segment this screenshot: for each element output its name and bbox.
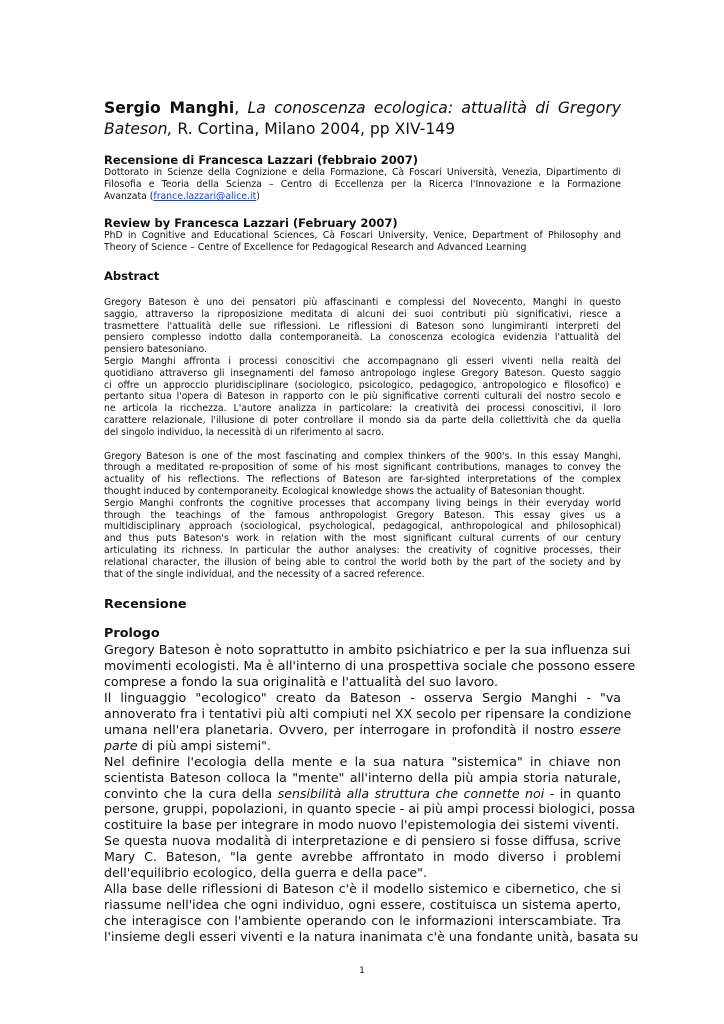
body-line: dell'equilibrio ecologico, della guerra e della pace". xyxy=(104,865,427,881)
prologo-heading: Prologo xyxy=(104,626,160,642)
abstract-line: through the teachings of the famous anthropologist Gregory Bateson. This essay gives us a xyxy=(104,509,621,521)
abstract-line: saggio, attraverso la riproposizione meditata di alcuni dei suoi contributi più significativi, riesce a xyxy=(104,308,621,320)
abstract-line: trasmettere l'attualità delle sue riflessioni. Le riflessioni di Bateson sono lungimiranti interpreti del xyxy=(104,320,621,332)
body-text: di più ampi sistemi". xyxy=(137,737,271,753)
email-link[interactable]: france.lazzari@alice.it xyxy=(153,191,257,203)
book-author: Sergio Manghi xyxy=(104,99,235,117)
body-line: Gregory Bateson è noto soprattutto in ambito psichiatrico e per la sua influenza sui xyxy=(104,642,631,658)
abstract-line: quotidiano attraverso gli insegnamenti del famoso antropologo inglese Gregory Bateson. Questo saggio xyxy=(104,367,621,379)
review-heading-it: Recensione di Francesca Lazzari (febbraio 2007) xyxy=(104,153,419,167)
book-citation-line-1 xyxy=(104,98,621,119)
body-line: Alla base delle riflessioni di Bateson c'è il modello sistemico e cibernetico, che si xyxy=(104,880,621,896)
citation-separator: , xyxy=(234,99,248,117)
abstract-en xyxy=(104,451,621,581)
abstract-it xyxy=(104,297,621,439)
abstract-line: ci offre un approccio pluridisciplinare (sociologico, psicologico, pedagogico, antropologico e filosofico) e xyxy=(104,379,621,391)
affiliation-text: Avanzata ( xyxy=(104,191,154,203)
affiliation-en xyxy=(104,230,621,254)
abstract-line: Gregory Bateson è uno dei pensatori più affascinanti e complessi del Novecento, Manghi in questo xyxy=(104,297,621,309)
abstract-line: articulating its richness. In particular the author analyses: the creativity of cognitive processes, their xyxy=(104,544,621,556)
page-number: 1 xyxy=(359,966,365,976)
body-emphasis: parte xyxy=(104,737,138,753)
body-text: - in quanto xyxy=(544,785,622,801)
body-line xyxy=(104,786,621,802)
affiliation-line xyxy=(104,191,621,203)
prologo-body xyxy=(104,642,639,944)
book-title: La conoscenza ecologica: attualità di Gregory xyxy=(247,99,621,117)
body-line: persone, gruppi, popolazioni, in quanto specie - ai più ampi processi biologici, possa xyxy=(104,801,636,817)
body-line: Nel definire l'ecologia della mente e la sua natura "sistemica" in chiave non xyxy=(104,753,621,769)
abstract-line: Gregory Bateson is one of the most fascinating and complex thinkers of the 900's. In this essay Manghi, xyxy=(104,450,621,462)
body-line: annoverato fra i tentativi più alti compiuti nel XX secolo per ripensare la condizione xyxy=(104,705,632,721)
body-line: comprese a fondo la sua originalità e l'attualità del suo lavoro. xyxy=(104,674,499,690)
abstract-line: that of the single individual, and the necessity of a sacred reference. xyxy=(104,568,425,580)
abstract-heading: Abstract xyxy=(104,269,160,284)
body-line: scientista Bateson colloca la "mente" all'interno della più ampia storia naturale, xyxy=(104,769,621,785)
abstract-line: carattere relazionale, l'illusione di poter controllare il mondo sia da parte della collettività che da quella xyxy=(104,414,621,426)
affiliation-it xyxy=(104,167,621,204)
abstract-line: ne articola la ricchezza. L'autore analizza in particolare: la creatività dei processi conoscitivi, il loro xyxy=(104,403,621,415)
abstract-line: and thus puts Bateson's work in relation with the most significant cultural currents of our century xyxy=(104,533,621,545)
book-citation-line-2 xyxy=(104,119,621,140)
body-line xyxy=(104,722,621,738)
body-line: l'insieme degli esseri viventi e la natura inanimata c'è una fondante unità, basata su xyxy=(104,928,639,944)
affiliation-line: Dottorato in Scienze della Cognizione e della Formazione, Cà Foscari Università, Venezia, Dipartimento di xyxy=(104,167,621,178)
document-page xyxy=(104,98,639,945)
body-line: Il linguaggio "ecologico" creato da Bateson - osserva Sergio Manghi - "va xyxy=(104,690,621,706)
abstract-line: relational character, the illusion of being able to control the world both by the part of the society and by xyxy=(104,556,621,568)
body-line: costituire la base per integrare in modo nuovo l'epistemologia dei sistemi viventi. xyxy=(104,817,620,833)
abstract-line: pensiero complesso indotto dalla contemporaneità. La conoscenza ecologica evidenzia l'attualità del xyxy=(104,332,621,344)
body-line xyxy=(104,738,621,754)
recensione-heading: Recensione xyxy=(104,597,187,613)
body-line: Mary C. Bateson, "la gente avrebbe affrontato in modo diverso i problemi xyxy=(104,849,621,865)
abstract-line: actuality of his reflections. The reflections of Bateson are far-sighted interpretations of the complex xyxy=(104,474,621,486)
body-emphasis: essere xyxy=(579,721,621,737)
body-line: Se questa nuova modalità di interpretazione e di pensiero si fosse diffusa, scrive xyxy=(104,833,621,849)
book-publisher: R. Cortina, Milano 2004, pp XIV-149 xyxy=(172,120,456,138)
abstract-line: through a meditated re-proposition of some of his most significant contributions, manages to convey the xyxy=(104,462,621,474)
abstract-line: thought induced by contemporaneity. Ecological knowledge shows the actuality of Batesonian thought. xyxy=(104,485,585,497)
body-text: umana nell'era planetaria. Ovvero, per interrogare in profondità il nostro xyxy=(104,721,580,737)
review-heading-en: Review by Francesca Lazzari (February 2007) xyxy=(104,215,398,230)
body-line: movimenti ecologisti. Ma è all'interno di una prospettiva sociale che possono essere xyxy=(104,658,636,674)
abstract-line: del singolo individuo, la necessità di un riferimento al sacro. xyxy=(104,426,384,438)
abstract-line: Sergio Manghi affronta i processi conoscitivi che accompagnano gli esseri viventi nella realtà del xyxy=(104,356,621,367)
abstract-line: pensiero batesoniano. xyxy=(104,344,207,356)
abstract-line: pertanto situa l'opera di Bateson in rapporto con le più significative correnti culturali del nostro secolo e xyxy=(104,391,621,403)
affiliation-line: PhD in Cognitive and Educational Sciences, Cà Foscari University, Venice, Department of Philosophy and xyxy=(104,229,621,241)
affiliation-line: Theory of Science – Centre of Excellence for Pedagogical Research and Advanced Learning xyxy=(104,241,527,253)
body-text: convinto che la cura della xyxy=(104,785,278,801)
affiliation-line: Filosofia e Teoria della Scienza – Centro di Eccellenza per la Ricerca l'Innovazione e la Formazione xyxy=(104,179,621,191)
body-emphasis: sensibilità alla struttura che connette noi xyxy=(277,785,545,801)
body-line: che interagisce con l'ambiente operando con le informazioni interscambiate. Tra xyxy=(104,912,621,928)
body-line: riassume nell'idea che ogni individuo, ogni essere, costituisca un sistema aperto, xyxy=(104,896,621,912)
affiliation-text: ) xyxy=(256,191,260,203)
book-title-continued: Bateson, xyxy=(104,120,173,138)
abstract-line: Sergio Manghi confronts the cognitive processes that accompany living beings in their everyday world xyxy=(104,497,621,509)
abstract-line: multidisciplinary approach (sociological, psychological, pedagogical, anthropological and philosophical) xyxy=(104,521,621,533)
